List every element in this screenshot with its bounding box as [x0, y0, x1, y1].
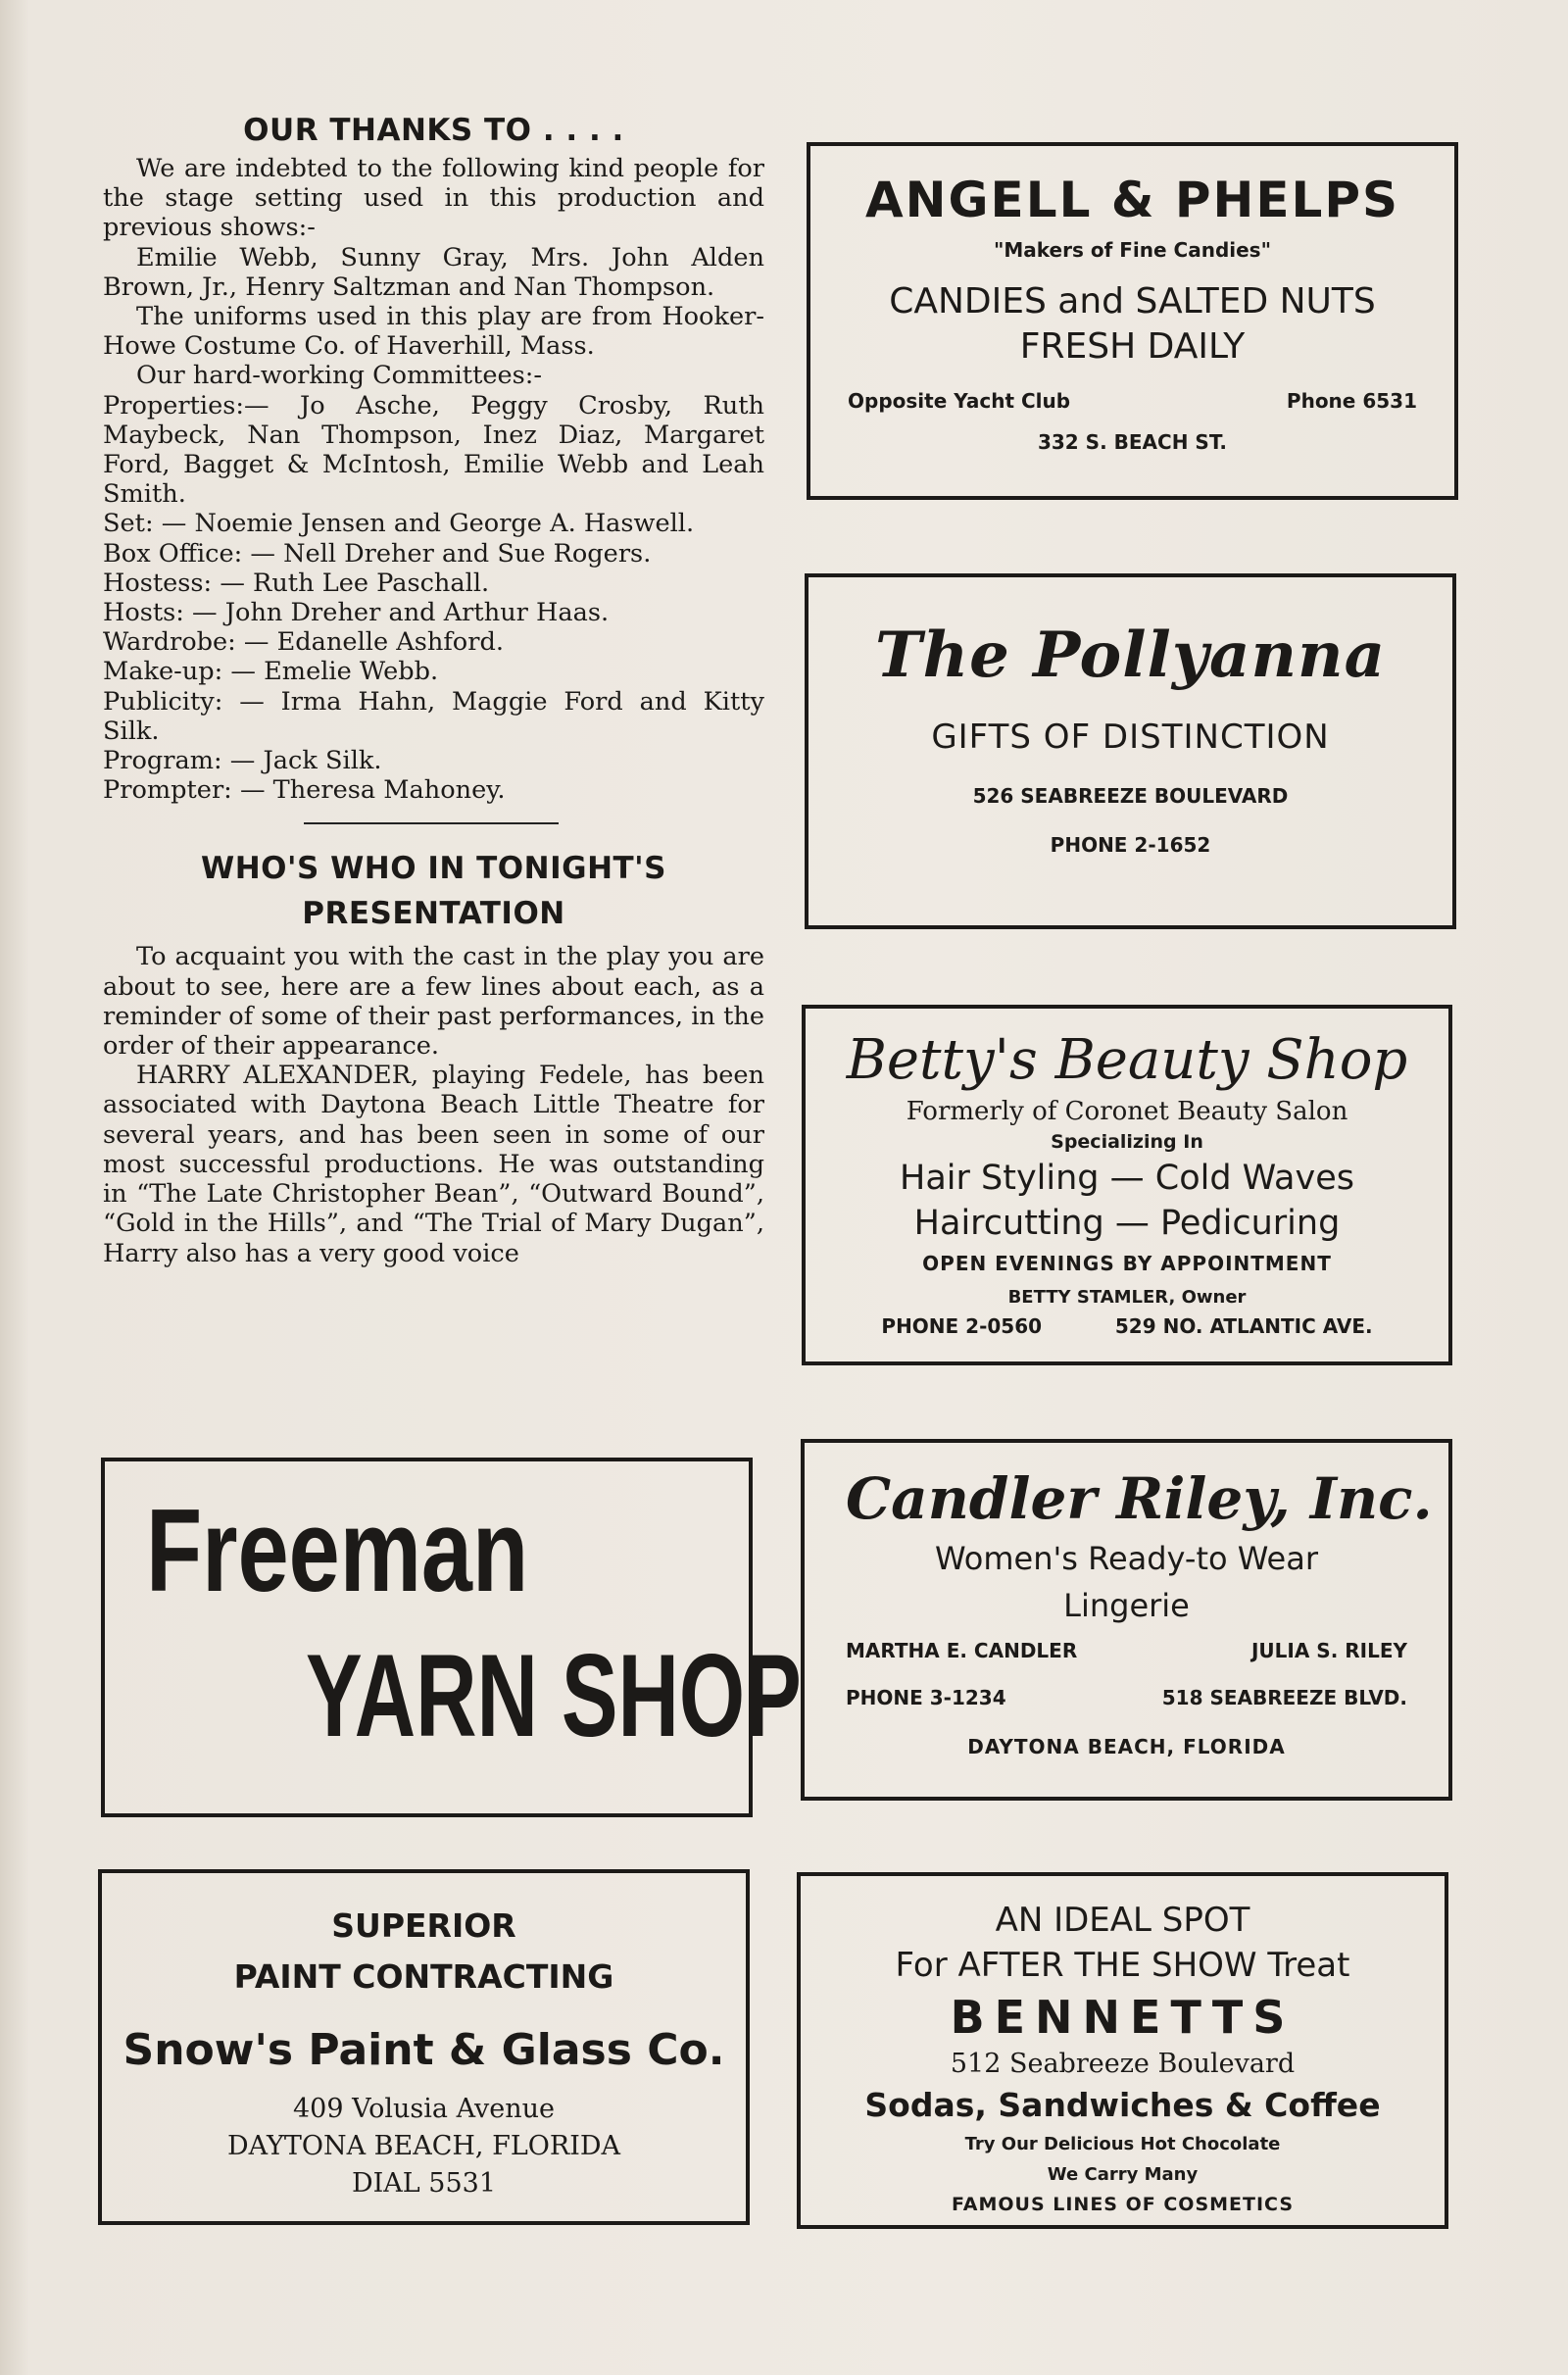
section-divider: [304, 822, 559, 824]
ad-candler-riley: [801, 1439, 1452, 1801]
betty-phone: PHONE 2-0560: [881, 1314, 1043, 1338]
whos-who-heading: [103, 846, 764, 936]
thanks-paragraph: Emilie Webb, Sunny Gray, Mrs. John Alden Brown, Jr., Henry Saltzman and Nan Thompson.: [103, 242, 764, 302]
candler-owners-row: [846, 1639, 1407, 1662]
thanks-paragraph: We are indebted to the following kind people for the stage setting used in this production and previous shows:-: [103, 154, 764, 243]
left-column: [103, 113, 764, 1268]
candler-contact-row: [846, 1686, 1407, 1709]
pollyanna-phone: PHONE 2-1652: [1050, 833, 1211, 857]
whos-who-heading-line: WHO'S WHO IN TONIGHT'S: [201, 851, 666, 887]
betty-services1: Hair Styling — Cold Waves: [900, 1159, 1354, 1198]
committee-line: Hostess: — Ruth Lee Paschall.: [103, 568, 490, 598]
angell-name: ANGELL & PHELPS: [864, 172, 1400, 228]
betty-name: Betty's Beauty Shop: [846, 1028, 1408, 1092]
committee-line: Make-up: — Emelie Webb.: [103, 657, 439, 687]
bennetts-line6: FAMOUS LINES OF COSMETICS: [951, 2194, 1295, 2215]
candler-city: DAYTONA BEACH, FLORIDA: [967, 1735, 1286, 1758]
betty-services2: Haircutting — Pedicuring: [913, 1204, 1341, 1243]
thanks-paragraph: Our hard-working Committees:-: [136, 361, 543, 391]
betty-formerly: Formerly of Coronet Beauty Salon: [906, 1097, 1348, 1126]
committee-line: Properties:— Jo Asche, Peggy Crosby, Ruth Maybeck, Nan Thompson, Inez Diaz, Margaret Ford, Bagget & McIntosh, Emilie Webb and Leah Smith.: [103, 390, 764, 510]
bennetts-name: BENNETTS: [950, 1991, 1296, 2044]
whos-who-paragraph: HARRY ALEXANDER, playing Fedele, has been associated with Daytona Beach Little Theatre for several years, and has been seen in some of our most successful productions. He was outstanding in “The Late Christopher Bean”, “Outward Bound”, “Gold in the Hills”, and “The Trial of Mary Dugan”, Harry also has a very good voice: [103, 1061, 764, 1268]
bennetts-line4: Try Our Delicious Hot Chocolate: [964, 2134, 1281, 2154]
angell-phone: Phone 6531: [1286, 389, 1417, 413]
pollyanna-address: 526 SEABREEZE BOULEVARD: [972, 784, 1289, 808]
committee-line: Wardrobe: — Edanelle Ashford.: [103, 627, 504, 658]
ad-snows-paint: [98, 1869, 750, 2225]
betty-evenings: OPEN EVENINGS BY APPOINTMENT: [922, 1252, 1332, 1275]
committee-line: Program: — Jack Silk.: [103, 746, 382, 776]
thanks-paragraph: The uniforms used in this play are from Hooker-Howe Costume Co. of Haverhill, Mass.: [103, 302, 764, 362]
angell-address: 332 S. BEACH ST.: [1037, 430, 1228, 454]
ad-bennetts: [797, 1872, 1448, 2229]
angell-location: Opposite Yacht Club: [848, 389, 1071, 413]
snow-line2: PAINT CONTRACTING: [233, 1957, 614, 1996]
thanks-body: [103, 154, 764, 805]
snow-city: DAYTONA BEACH, FLORIDA: [226, 2131, 621, 2161]
candler-name: Candler Riley, Inc.: [846, 1465, 1433, 1532]
angell-line1: CANDIES and SALTED NUTS: [889, 281, 1376, 322]
committee-line: Hosts: — John Dreher and Arthur Haas.: [103, 598, 610, 628]
bennetts-line1: AN IDEAL SPOT: [995, 1901, 1250, 1940]
whos-who-body: [103, 942, 764, 1267]
ad-bettys-beauty-shop: [802, 1005, 1452, 1365]
committee-line: Box Office: — Nell Dreher and Sue Rogers.: [103, 538, 652, 569]
ad-pollyanna: [805, 573, 1456, 929]
candler-line2: Lingerie: [1063, 1587, 1190, 1624]
ad-freeman-yarn-shop: [101, 1458, 802, 1817]
freeman-word: Freeman: [146, 1485, 529, 1616]
whos-who-paragraph: To acquaint you with the cast in the play you are about to see, here are a few lines about each, as a reminder of some of their past performances, in the order of their appearance.: [103, 942, 764, 1062]
committee-line: Publicity: — Irma Hahn, Maggie Ford and Kitty Silk.: [103, 686, 764, 746]
yarn-shop-word: YARN SHOP: [306, 1630, 802, 1761]
candler-owner-2: JULIA S. RILEY: [1250, 1639, 1407, 1662]
candler-owner-1: MARTHA E. CANDLER: [846, 1639, 1078, 1662]
snow-line1: SUPERIOR: [331, 1906, 516, 1945]
angell-info-row: [848, 389, 1417, 413]
snow-company-name: Snow's Paint & Glass Co.: [122, 2025, 725, 2075]
thanks-heading: OUR THANKS TO . . . .: [243, 113, 624, 148]
pollyanna-name: The Pollyanna: [874, 618, 1387, 692]
ad-angell-phelps: [807, 142, 1458, 500]
candler-line1: Women's Ready-to Wear: [935, 1540, 1318, 1577]
bennetts-line5: We Carry Many: [1047, 2164, 1199, 2185]
candler-phone: PHONE 3-1234: [846, 1686, 1006, 1709]
betty-specializing: Specializing In: [1051, 1131, 1203, 1153]
whos-who-heading-line: PRESENTATION: [302, 896, 565, 932]
angell-line2: FRESH DAILY: [1019, 326, 1246, 367]
betty-address: 529 NO. ATLANTIC AVE.: [1114, 1314, 1373, 1338]
committee-line: Prompter: — Theresa Mahoney.: [103, 775, 506, 806]
committee-line: Set: — Noemie Jensen and George A. Haswell.: [103, 509, 695, 539]
pollyanna-tagline: GIFTS OF DISTINCTION: [931, 717, 1330, 757]
candler-address: 518 SEABREEZE BLVD.: [1161, 1686, 1407, 1709]
bennetts-line2: For AFTER THE SHOW Treat: [895, 1946, 1350, 1985]
snow-dial: DIAL 5531: [351, 2168, 497, 2199]
bennetts-line3: Sodas, Sandwiches & Coffee: [864, 2086, 1381, 2124]
betty-info-row: [845, 1314, 1409, 1338]
betty-owner: BETTY STAMLER, Owner: [1007, 1287, 1247, 1308]
snow-address: 409 Volusia Avenue: [293, 2094, 555, 2124]
angell-tagline: "Makers of Fine Candies": [993, 238, 1272, 262]
bennetts-address: 512 Seabreeze Boulevard: [950, 2049, 1296, 2079]
